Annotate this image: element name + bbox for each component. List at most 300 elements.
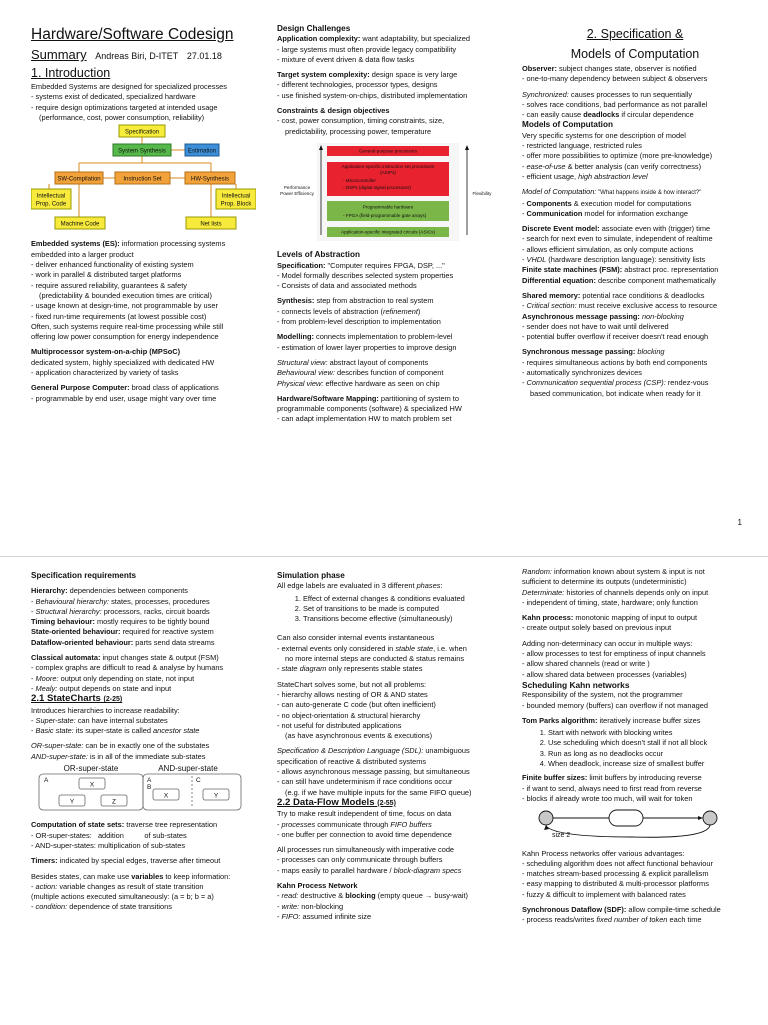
text-line (277, 664, 502, 674)
text-span: causes processes to run sequentially (568, 89, 693, 99)
ip-block-label-2: Prop. Block (220, 201, 252, 208)
text-span: communicate through (315, 819, 391, 829)
bold-term: Observer: (522, 64, 557, 73)
text-span: assumed infinite size (300, 911, 372, 921)
text-span: - external events only considered in (277, 643, 396, 653)
bold-term: Differential equation: (522, 275, 596, 285)
text-span: - (277, 664, 282, 674)
text-span: only represents stable states (326, 664, 423, 674)
text-span: rendez-vous (665, 378, 709, 388)
italic-term: processes (281, 819, 316, 829)
italic-term: fixed number of token (596, 915, 668, 925)
text-line (31, 627, 256, 637)
text-line: - Consists of data and associated methods (277, 281, 417, 291)
text-line: Very specific systems for one description of model (522, 130, 686, 140)
bold-term: blocking (345, 891, 376, 901)
text-line (277, 394, 502, 404)
flexibility-arrow-head (465, 145, 469, 150)
text-line (522, 312, 748, 322)
text-span: output only depending on state, not input (58, 673, 195, 683)
text-line (31, 716, 256, 726)
mpsoc-heading: Multiprocessor system-on-a-chip (MPSoC) (31, 347, 181, 357)
text-span: can be in exactly one of the substates (83, 741, 210, 751)
text-span: abstract proc. representation (622, 265, 719, 275)
levels-of-abstraction-heading: Levels of Abstraction (277, 250, 360, 260)
text-line (277, 866, 502, 876)
superstate-diagram (31, 762, 256, 812)
page-2 (0, 556, 768, 1025)
page2-column-3 (522, 567, 748, 1025)
phases-list (277, 594, 502, 625)
bold-term: Specification: (277, 260, 326, 270)
state-y-and-label: Y (213, 792, 219, 800)
text-span: - (31, 881, 36, 891)
italic-term: block-diagram specs (393, 865, 462, 875)
section-introduction-heading: 1. Introduction (31, 66, 111, 80)
flexibility-label: Flexibility (472, 190, 492, 196)
text-line: - independent of timing, state, hardware; only function (522, 597, 698, 607)
text-line (522, 209, 748, 219)
text-line (522, 64, 748, 74)
text-line: - allow shared data between processes (variables) (522, 669, 687, 679)
heading-text: 2.2 Data-Flow Models (277, 796, 375, 808)
text-line: (e.g. if we have multiple inputs for the same FIFO queue) (285, 787, 472, 797)
text-line (277, 746, 502, 756)
text-line: - requires simultaneous actions by both end components (522, 357, 708, 367)
text-line: - matches stream-based processing & explicit parallelism (522, 869, 709, 879)
design-challenges-heading: Design Challenges (277, 24, 351, 33)
ip-code-label-2: Prop. Code (35, 201, 67, 208)
text-line: - search for next even to simulate, independent of realtime (522, 234, 713, 244)
text-span: partitioning of system to (378, 393, 459, 403)
text-span: monotonic mapping of input to output (573, 613, 698, 623)
dsp-label: - DSPs (digital signal processors) (343, 184, 411, 190)
text-span: parts send data streams (133, 637, 215, 647)
text-line: embedded into a larger product (31, 249, 134, 259)
text-line: - bounded memory (buffers) can overflow if not managed (522, 700, 708, 710)
text-line: dedicated system, highly specialized with dedicated HW (31, 357, 215, 367)
heading-text: 2.1 StateCharts (31, 693, 101, 705)
bold-term: Target system complexity: (277, 70, 370, 80)
text-span: potential race conditions & deadlocks (580, 290, 705, 300)
bold-term: deadlocks (583, 110, 620, 120)
text-line (31, 239, 256, 249)
text-line: - create output solely based on previous input (522, 623, 672, 633)
heading-line-2: Models of Computation (570, 47, 700, 61)
bold-term: Synthesis: (277, 296, 315, 306)
text-line (31, 638, 256, 648)
text-line (522, 773, 748, 783)
text-span: - (277, 901, 282, 911)
bold-term: Shared memory: (522, 290, 581, 300)
author: Andreas Biri, D-ITET (95, 51, 179, 61)
state-c-label: C (196, 777, 201, 785)
bold-term: Synchronous Dataflow (SDF): (522, 905, 627, 915)
text-line (31, 653, 256, 663)
state-y-label: Y (69, 798, 75, 806)
bold-term: Modelling: (277, 332, 314, 342)
text-span: non-blocking (299, 901, 344, 911)
text-line: - use finished system-on-chips, distributed implementation (277, 90, 468, 100)
and-superstate-title: AND-super-state (158, 764, 218, 774)
tom-parks-steps-list (522, 728, 748, 769)
italic-term: Basic state: (35, 726, 74, 736)
ip-block-label-1: Intellectual (221, 193, 251, 200)
bold-term: Computation of state sets: (31, 820, 125, 830)
text-line: - potential buffer overflow if receiver doesn't read enough (522, 332, 709, 342)
text-span: output depends on state and input (57, 683, 172, 693)
text-span: All edge labels are evaluated in 3 different (277, 581, 417, 591)
text-span: - (31, 726, 36, 736)
text-line: - estimation of lower layer properties to improve design (277, 342, 457, 352)
buffer-ellipse (609, 810, 643, 826)
state-z-label: Z (112, 798, 116, 806)
summary-line (31, 46, 256, 65)
text-line (31, 597, 256, 607)
text-span: broad class of applications (129, 383, 219, 393)
text-line (31, 856, 256, 866)
bold-term: State-oriented behaviour: (31, 627, 121, 637)
text-line: - usage known at design-time, not programmable by user (31, 301, 218, 311)
text-line: - AND-super-states: multiplication of sub-states (31, 840, 186, 850)
bold-term: Asynchronous message passing: (522, 311, 640, 321)
text-span: - (31, 715, 36, 725)
bold-term: Hardware/Software Mapping: (277, 393, 379, 403)
text-line (522, 291, 748, 301)
text-span: step from abstraction to real system (314, 296, 434, 306)
bold-term: Timers: (31, 856, 58, 866)
text-span: required for reactive system (120, 627, 214, 637)
text-line (522, 301, 748, 311)
text-line (522, 613, 748, 623)
text-line: - Model formally describes selected system properties (277, 270, 454, 280)
text-line: specification of reactive & distributed systems (277, 756, 427, 766)
text-line (31, 383, 256, 393)
text-line: - solves race conditions, bad performance as not parallel (522, 99, 708, 109)
text-line: - can still have undeterminism if race conditions occur (277, 777, 453, 787)
text-line: - large systems must often provide legacy compatibility (277, 44, 457, 54)
text-line (31, 741, 256, 751)
text-line (277, 296, 502, 306)
text-line: - complex graphs are difficult to read & analyse by humans (31, 663, 224, 673)
text-span: model for information exchange (582, 208, 688, 218)
text-span: describe component mathematically (595, 275, 716, 285)
machine-code-label: Machine Code (60, 221, 100, 228)
text-line: (multiple actions executed simultaneously: (a = b; b = a) (31, 892, 214, 902)
state-a-label: A (44, 777, 49, 785)
text-line (522, 265, 748, 275)
text-line (277, 70, 502, 80)
text-line (522, 255, 748, 265)
state-a-and-label: A (147, 777, 152, 785)
page2-column-1 (31, 571, 256, 1025)
italic-term: blocking (637, 347, 665, 357)
gpp-label: General-purpose processors (358, 148, 418, 154)
italic-term: Mealy: (35, 683, 58, 693)
text-span: - (277, 819, 282, 829)
italic-term: non-blocking (641, 311, 684, 321)
text-line: - require design optimizations targeted at intended usage (31, 102, 218, 112)
text-span: dependence of state transitions (67, 902, 172, 912)
text-line: no more internal steps are conducted & status remains (285, 654, 465, 664)
text-line (522, 172, 748, 182)
text-line: Adding non-determinacy can occur in multiple ways: (522, 638, 693, 648)
text-span: subject changes state, observer is notified (556, 64, 697, 73)
bold-term: Tom Parks algorithm: (522, 715, 598, 725)
page-reference: (2-55) (377, 799, 396, 807)
list-item: 1. Start with network with blocking writes (548, 728, 748, 738)
text-line (277, 902, 502, 912)
text-line: - if want to send, always need to first read from reverse (522, 783, 702, 793)
reverse-edge (546, 825, 710, 840)
text-line (522, 199, 748, 209)
list-item: 4. When deadlock, increase size of smallest buffer (548, 759, 748, 769)
scheduling-kahn-networks-heading: Scheduling Kahn networks (522, 679, 630, 690)
text-line: - allow processes to test for emptiness of input channels (522, 649, 706, 659)
text-span: variable changes as result of state transition (57, 881, 204, 891)
text-line (31, 902, 256, 912)
text-line: - easy mapping to distributed & multi-processor platforms (522, 879, 709, 889)
date: 27.01.18 (186, 51, 222, 61)
text-span: - (522, 208, 527, 218)
italic-term: FIFO buffers (390, 819, 432, 829)
italic-term: high abstraction level (578, 171, 648, 181)
text-span: mostly requires to be tightly bound (94, 617, 210, 627)
text-span: "Computer requires FPGA, DSP, ..." (325, 260, 445, 270)
text-span: - (31, 596, 36, 606)
list-item: 2. Set of transitions to be made is computed (303, 604, 502, 614)
text-line: - different technologies, processor types, designs (277, 80, 438, 90)
text-line: Kahn Process networks offer various advantages: (522, 848, 685, 858)
page-reference: (2-25) (103, 696, 123, 704)
list-item: 3. Transitions become effective (simultaneously) (303, 614, 502, 624)
bold-term: Finite buffer sizes: (522, 773, 588, 783)
text-line: - require assured reliability, guarantees & safety (31, 280, 187, 290)
page1-column-1 (31, 24, 256, 540)
text-line: sufficient to determine its outputs (undeterministic) (522, 577, 687, 587)
text-span: , i.e. when (433, 643, 467, 653)
italic-term: stable state (395, 643, 434, 653)
asip-label-2: (ASIPs) (380, 169, 396, 175)
italic-term: Structural hierarchy: (35, 606, 102, 616)
heading-line-1: 2. Specification & (586, 27, 684, 41)
text-line: - hierarchy allows nesting of OR & AND states (277, 689, 428, 699)
italic-term: Model of Computation: (522, 187, 597, 197)
text-line (31, 586, 256, 596)
sw-compilation-label: SW-Compilation (57, 176, 101, 183)
text-span: if circular dependence (619, 110, 694, 120)
text-span: - (277, 891, 282, 901)
text-line: - application characterized by variety of tasks (31, 368, 179, 378)
bold-term: Discrete Event model: (522, 224, 600, 234)
text-line (522, 567, 748, 577)
text-span: (empty queue → busy-wait) (375, 891, 469, 901)
text-line (277, 307, 502, 317)
text-line (277, 379, 502, 389)
list-item: 2. Use scheduling which doesn't stall if not all block (548, 738, 748, 748)
text-line (522, 224, 748, 234)
processor-flexibility-diagram (277, 137, 502, 247)
text-span: - (522, 301, 527, 311)
text-line (522, 347, 748, 357)
buffer-size-label: size 2 (552, 832, 571, 840)
net-lists-label: Net lists (200, 221, 222, 228)
hw-synthesis-label: HW-Synthesis (191, 176, 229, 183)
italic-term: Specification & Description Language (SDL): (277, 746, 424, 756)
italic-term: OR-super-state: (31, 741, 84, 751)
document-title: Hardware/Software Codesign (31, 26, 234, 43)
text-span: processors, racks, circuit boards (101, 606, 210, 616)
text-span: ) (417, 306, 421, 316)
text-span: Besides states, can make use (31, 871, 132, 881)
asic-label: Application-specific integrated circuits (ASICs) (341, 229, 435, 235)
text-span: describes function of component (334, 368, 444, 378)
text-line (277, 820, 502, 830)
bold-term: Application complexity: (277, 34, 361, 44)
instruction-set-label: Instruction Set (123, 176, 162, 183)
text-line: - programmable by end user, usage might vary over time (31, 393, 217, 403)
summary-label: Summary (31, 47, 87, 62)
italic-term: Critical section: (526, 301, 577, 311)
italic-term: state diagram (281, 664, 327, 674)
text-line: - cost, power consumption, timing constraints, size, (277, 116, 445, 126)
text-span: unambiguous (423, 746, 470, 756)
text-line (522, 915, 748, 925)
text-line: (as have asynchronous events & executions) (285, 731, 433, 741)
text-line: - work in parallel & distributed target platforms (31, 270, 182, 280)
text-line: - systems exist of dedicated, specialized hardware (31, 92, 196, 102)
text-line: - blocks if already wrote too much, will wait for token (522, 793, 693, 803)
text-line: - no object-orientation & structural hierarchy (277, 710, 421, 720)
text-span: information known about system & input is not (552, 567, 705, 576)
text-span: - process reads/writes (522, 915, 597, 925)
text-span: - (31, 673, 36, 683)
fpga-label: - FPGA (field-programmable gate arrays) (343, 212, 427, 218)
text-line: - one buffer per connection to avoid time dependence (277, 829, 452, 839)
text-line (31, 872, 256, 882)
text-line: - sender does not have to wait until delivered (522, 321, 669, 331)
state-x-label: X (89, 781, 95, 789)
italic-term: refinement (382, 306, 418, 316)
specification-label: Specification (124, 129, 160, 136)
text-line: - allows asynchronous message passing, but simultaneous (277, 767, 470, 777)
italic-term: Moore: (35, 673, 59, 683)
text-span: must receive exclusive access to resource (576, 301, 718, 311)
text-span: want adaptability, but specialized (360, 34, 470, 44)
text-line (522, 905, 748, 915)
text-line (522, 378, 748, 388)
page1-column-2 (277, 24, 502, 540)
or-superstate-box (39, 774, 143, 810)
bold-term: Synchronous message passing: (522, 347, 636, 357)
system-synthesis-label: System Synthesis (118, 148, 166, 155)
specification-requirements-heading: Specification requirements (31, 571, 137, 580)
text-line (277, 891, 502, 901)
text-line (277, 581, 502, 591)
bounded-buffer-diagram (522, 804, 748, 840)
text-line: - deliver enhanced functionality of existing system (31, 260, 194, 270)
italic-term: action: (35, 881, 58, 891)
microcontroller-label: - Microcontroller (343, 177, 376, 183)
kahn-process-network-heading: Kahn Process Network (277, 881, 358, 891)
text-line: - can adapt implementation HW to match problem set (277, 414, 452, 424)
text-span: - (522, 378, 527, 388)
text-span: its super-state is called (73, 726, 153, 736)
text-span: input changes state & output (FSM) (100, 653, 219, 663)
text-span: each time (667, 915, 702, 925)
bold-term: variables (131, 871, 164, 881)
text-line: - allows efficient simulation, as only compute actions (522, 244, 694, 254)
text-span: limit buffers by introducing reverse (587, 773, 702, 783)
italic-term: ancestor state (153, 726, 200, 736)
text-span: is in all of the immediate sub-states (87, 751, 206, 761)
italic-term: ease-of-use (526, 161, 566, 171)
section-specification-heading (522, 24, 748, 64)
italic-term: Random: (522, 567, 552, 576)
text-line: - allow shared channels (read or write ) (522, 659, 650, 669)
text-line: predictability, processing power, temperature (285, 126, 432, 136)
page2-column-2 (277, 571, 502, 1025)
intro-paragraph (31, 82, 256, 123)
italic-term: VHDL (526, 255, 547, 265)
text-line (31, 882, 256, 892)
italic-term: Structural view: (277, 357, 328, 367)
text-line: - automatically synchronizes devices (522, 368, 642, 378)
text-line (31, 726, 256, 736)
text-line (31, 674, 256, 684)
italic-term: write: (281, 901, 300, 911)
text-span: - connects levels of abstraction ( (277, 306, 383, 316)
text-line (522, 276, 748, 286)
text-line (522, 90, 748, 100)
text-line: offering low power consumption for energy independence (31, 332, 219, 342)
text-line: (predictability & bounded execution times are critical) (39, 290, 212, 300)
state-x-and-label: X (163, 792, 169, 800)
text-span: design space is very large (369, 70, 458, 80)
models-of-computation-heading: Models of Computation (522, 120, 613, 130)
text-line (277, 368, 502, 378)
text-span: to keep information: (163, 871, 231, 881)
text-line: programmable components (software) & specialized HW (277, 404, 462, 414)
text-span: & better analysis (can verify correctness) (565, 161, 702, 171)
estimation-label: Estimation (187, 148, 217, 155)
text-line: Can also consider internal events instantaneous (277, 633, 435, 643)
italic-term: AND-super-state: (31, 751, 88, 761)
bold-term: Kahn process: (522, 613, 574, 623)
text-line: - OR-super-states: addition of sub-states (31, 830, 187, 840)
text-line: - can auto-generate C code (but often inefficient) (277, 700, 436, 710)
text-line (522, 187, 748, 198)
italic-term: Synchronized: (522, 89, 569, 99)
italic-term: condition: (35, 902, 68, 912)
italic-term: Determinate: (522, 587, 565, 597)
ip-code-label-1: Intellectual (36, 193, 66, 200)
text-span: - (522, 161, 527, 171)
text-line: Introduces hierarchies to increase readability: (31, 705, 180, 715)
programmable-hw-label: Programmable hardware (362, 204, 414, 210)
text-span: abstract layout of components (327, 357, 429, 367)
codesign-flow-diagram (31, 123, 256, 231)
text-line (31, 752, 256, 762)
text-span: - can easily cause (522, 110, 584, 120)
text-span: - efficient usage, (522, 171, 579, 181)
text-line: StateChart solves some, but not all problems: (277, 679, 427, 689)
bold-term: Classical automata: (31, 653, 101, 663)
state-b-label: B (147, 784, 152, 792)
text-line (522, 716, 748, 726)
text-span: states, processes, procedures (109, 596, 210, 606)
bold-term: Finite state machines (FSM): (522, 265, 623, 275)
